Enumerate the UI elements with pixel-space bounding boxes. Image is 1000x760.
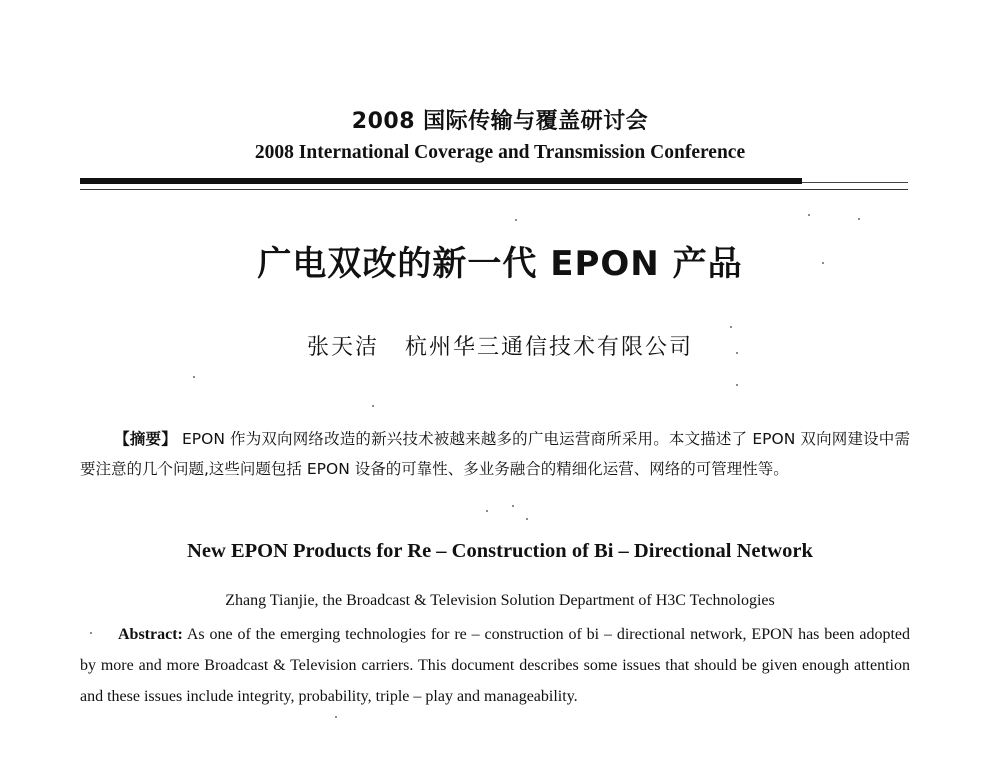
- scan-speck: [736, 384, 738, 386]
- author-name-cn: 张天洁: [306, 335, 379, 360]
- conference-name-en: 2008 International Coverage and Transmission Conference: [254, 142, 746, 163]
- scan-speck: [858, 218, 860, 220]
- scan-speck: [486, 510, 488, 512]
- header-rule-thin: [80, 189, 908, 190]
- scan-speck: [515, 219, 517, 221]
- scan-speck: [90, 632, 92, 634]
- header-rule-thick: [80, 178, 802, 184]
- abstract-en-label: Abstract:: [118, 626, 183, 643]
- scan-speck: [372, 405, 374, 407]
- abstract-cn-label: 【摘要】: [114, 430, 177, 448]
- paper-title-en: New EPON Products for Re – Construction of Bi – Directional Network: [187, 540, 813, 562]
- author-line-cn: [0, 330, 1000, 361]
- scan-speck: [822, 262, 824, 264]
- scan-speck: [730, 326, 732, 328]
- abstract-cn: [80, 424, 910, 484]
- author-line-en: Zhang Tianjie, the Broadcast & Television Solution Department of H3C Technologies: [225, 592, 775, 609]
- paper-title-cn: 广电双改的新一代 EPON 产品: [257, 244, 743, 284]
- scan-speck: [512, 505, 514, 507]
- affiliation-cn: 杭州华三通信技术有限公司: [405, 335, 694, 360]
- conference-name-cn: 2008 国际传输与覆盖研讨会: [351, 109, 649, 134]
- scan-speck: [808, 214, 810, 216]
- scan-speck: [193, 376, 195, 378]
- scan-speck: [736, 352, 738, 354]
- abstract-en: [80, 619, 910, 712]
- abstract-en-text: As one of the emerging technologies for re – construction of bi – directional network, EPON has been adopted by more and more Broadcast & Television carriers. This document describes some issues that should be given enough attention and these issues include integrity, probability, triple – play and manageability.: [80, 626, 910, 705]
- scan-speck: [526, 518, 528, 520]
- abstract-cn-text: EPON 作为双向网络改造的新兴技术被越来越多的广电运营商所采用。本文描述了 EPON 双向网建设中需要注意的几个问题,这些问题包括 EPON 设备的可靠性、多业务融合的精细化运营、网络的可管理性等。: [80, 430, 910, 478]
- scan-speck: [335, 716, 337, 718]
- header-rule-thin-right: [802, 182, 908, 183]
